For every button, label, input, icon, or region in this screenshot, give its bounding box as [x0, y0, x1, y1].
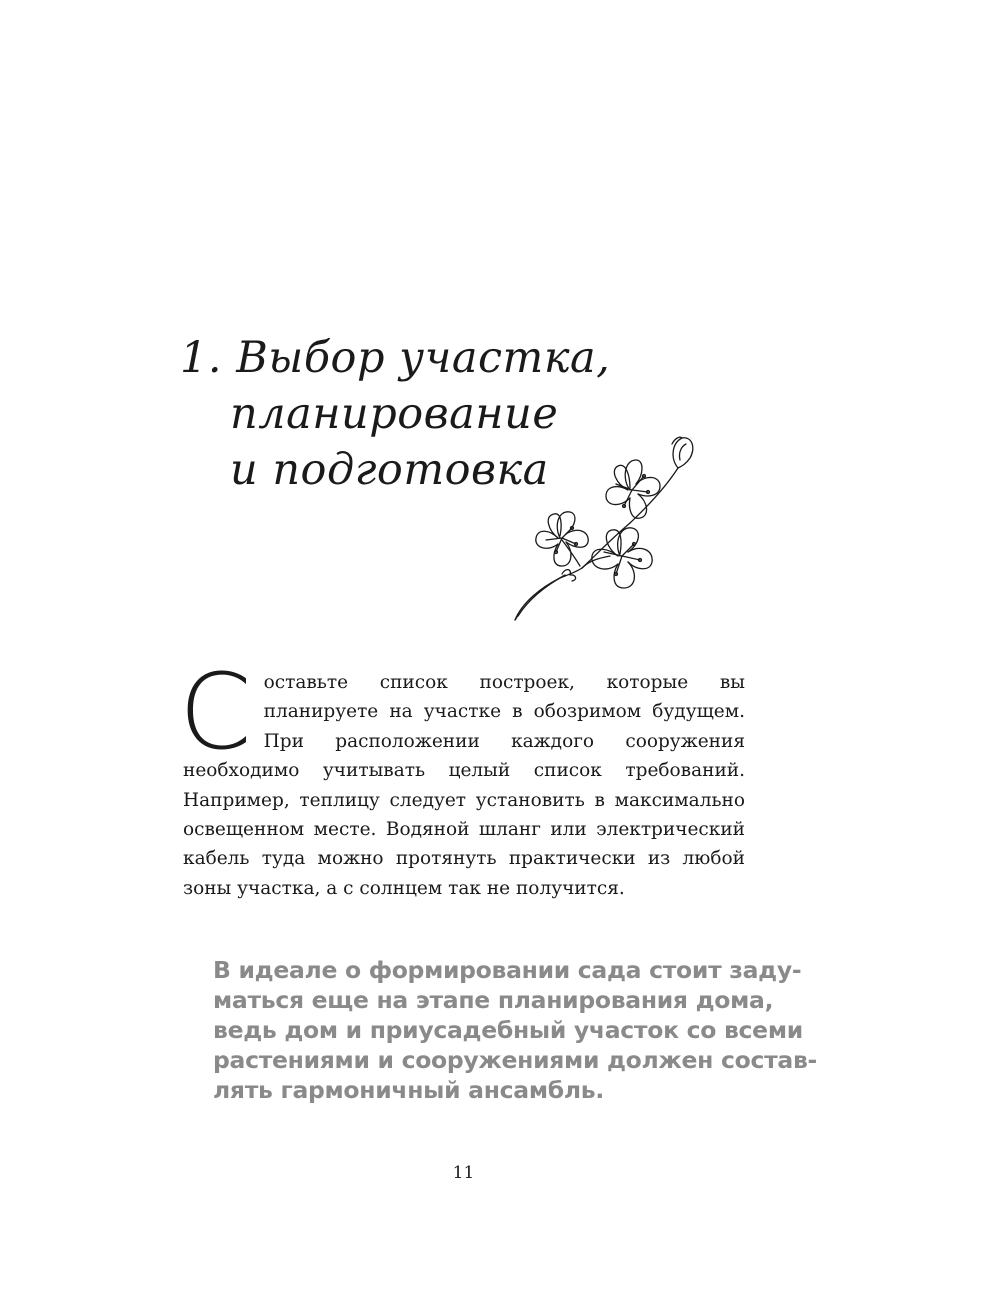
chapter-title-line-3: и подготовка: [230, 445, 549, 495]
body-paragraph-text: оставьте список построек, которые вы планируете на участке в обозримом будущем. При расположении каждого сооружения необходимо учитывать целый список требований. Например, теплицу следует установить в максимально освещенном месте. Водяной шланг или электрический кабель туда можно протянуть практически из любой зоны участка, а с солнцем так не получится.: [183, 672, 745, 899]
chapter-title-line-2: планирование: [230, 389, 559, 439]
callout-line-5: лять гармоничный ансамбль.: [213, 1076, 604, 1104]
drop-cap: С: [179, 651, 252, 773]
page-number: 11: [452, 1163, 475, 1183]
callout-line-1: В идеале о формировании сада стоит заду-: [213, 956, 802, 984]
chapter-title-line-1: 1. Выбор участка,: [180, 333, 611, 383]
callout-quote: [213, 955, 817, 1105]
body-paragraph: [179, 651, 745, 903]
callout-line-3: ведь дом и приусадебный участок со всеми: [213, 1016, 803, 1044]
callout-line-4: растениями и сооружениями должен состав-: [213, 1046, 817, 1074]
callout-line-2: маться еще на этапе планирования дома,: [213, 986, 774, 1014]
cherry-blossom-branch-icon: [510, 428, 700, 623]
